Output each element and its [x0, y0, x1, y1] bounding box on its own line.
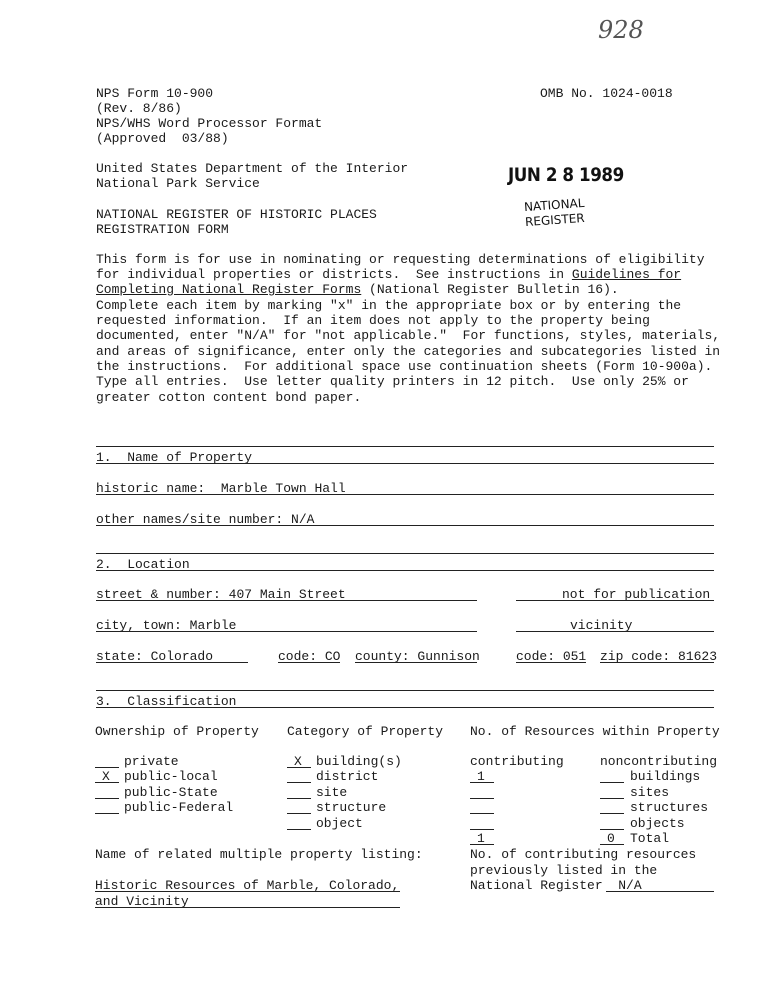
- street-value: 407 Main Street: [228, 587, 346, 602]
- instructions-line: greater cotton content bond paper.: [96, 390, 362, 405]
- form-number: NPS Form 10-900: [96, 86, 214, 101]
- form-title: NATIONAL REGISTER OF HISTORIC PLACES: [96, 207, 377, 222]
- section1-heading: 1. Name of Property: [96, 450, 253, 465]
- agency-service: National Park Service: [96, 176, 260, 191]
- ownership-option-label: public-local: [124, 769, 218, 784]
- form-subtitle: REGISTRATION FORM: [96, 222, 229, 237]
- instructions-line: Complete each item by marking "x" in the appropriate box or by entering the: [96, 298, 682, 313]
- section-heading-rule: [96, 463, 714, 464]
- checkbox-blank: [95, 798, 119, 799]
- historic-name-value: Marble Town Hall: [220, 481, 346, 496]
- checkbox-blank: [287, 829, 311, 830]
- noncontributing-header: noncontributing: [600, 754, 718, 769]
- related-listing-label: Name of related multiple property listing:: [95, 847, 423, 862]
- section-heading-rule: [96, 707, 714, 708]
- national-register-label: National Register: [470, 878, 603, 893]
- field-underline: [96, 662, 248, 663]
- other-names-label: other names/site number:: [96, 512, 284, 527]
- ownership-option-label: public-Federal: [124, 800, 234, 815]
- ownership-header: Ownership of Property: [95, 724, 259, 739]
- field-underline: [606, 891, 714, 892]
- section2-heading: 2. Location: [96, 557, 190, 572]
- ownership-option-label: public-State: [124, 785, 218, 800]
- state-code-label: code:: [278, 649, 318, 664]
- zip-value: 81623: [678, 649, 718, 664]
- vicinity-label: vicinity: [570, 618, 633, 633]
- stamp-date: JUN 2 8 1989: [508, 164, 624, 186]
- instructions-line: [96, 282, 619, 297]
- count-blank: [470, 798, 494, 799]
- state-label: state:: [96, 649, 143, 664]
- field-underline: [600, 662, 714, 663]
- instructions-line: [96, 267, 681, 282]
- related-listing-line: and Vicinity: [95, 894, 189, 909]
- noncontributing-total: 0: [607, 831, 615, 846]
- related-listing-line: Historic Resources of Marble, Colorado,: [95, 878, 400, 893]
- section-heading-rule: [96, 570, 714, 571]
- instructions-line: and areas of significance, enter only the categories and subcategories listed in: [96, 344, 721, 359]
- resource-type-label: structures: [630, 800, 709, 815]
- form-revision: (Rev. 8/86): [96, 101, 182, 116]
- checkbox-blank: [95, 813, 119, 814]
- checkbox-blank: [95, 767, 119, 768]
- stamp-line-national: NATIONAL: [523, 195, 585, 215]
- instructions-line: This form is for use in nominating or requesting determinations of eligibility: [96, 252, 705, 267]
- state-value: Colorado: [150, 649, 214, 664]
- ownership-option-label: private: [124, 754, 179, 769]
- section-divider: [96, 553, 714, 554]
- county-value: Gunnison: [417, 649, 480, 664]
- instructions-line: the instructions. For additional space use continuation sheets (Form 10-900a).: [96, 359, 713, 374]
- agency-department: United States Department of the Interior: [96, 161, 409, 176]
- contributing-header: contributing: [470, 754, 564, 769]
- field-underline: [95, 891, 400, 892]
- field-underline: [95, 907, 400, 908]
- count-blank: [470, 829, 494, 830]
- county-label: county:: [355, 649, 410, 664]
- resource-type-label: sites: [630, 785, 670, 800]
- category-option-label: district: [316, 769, 379, 784]
- resource-total-label: Total: [630, 831, 670, 846]
- category-option-label: building(s): [316, 754, 402, 769]
- not-for-publication-label: not for publication: [562, 587, 711, 602]
- category-mark: X: [294, 754, 302, 769]
- county-code-value: 051: [562, 649, 587, 664]
- zip-label: zip code:: [600, 649, 671, 664]
- resource-type-label: objects: [630, 816, 685, 831]
- section-divider: [96, 690, 714, 691]
- instructions-text: (National Register Bulletin 16).: [361, 282, 619, 297]
- resources-header: No. of Resources within Property: [470, 724, 720, 739]
- field-underline: [355, 662, 477, 663]
- omb-number: OMB No. 1024-0018: [540, 86, 673, 101]
- stamp-line-register: REGISTER: [524, 210, 586, 230]
- count-blank: [600, 798, 624, 799]
- county-code-label: code:: [516, 649, 556, 664]
- category-header: Category of Property: [287, 724, 444, 739]
- previously-listed-label: previously listed in the: [470, 863, 658, 878]
- field-underline: [96, 494, 714, 495]
- count-blank: [600, 782, 624, 783]
- field-underline: [96, 631, 477, 632]
- checkbox-blank: [287, 782, 311, 783]
- other-names-value: N/A: [291, 512, 315, 527]
- field-underline: [516, 631, 714, 632]
- resource-type-label: buildings: [630, 769, 701, 784]
- checkbox-blank: [287, 798, 311, 799]
- contributing-total: 1: [477, 831, 485, 846]
- instructions-line: requested information. If an item does not apply to the property being: [96, 313, 650, 328]
- national-register-value: N/A: [618, 878, 642, 893]
- instructions-line: Type all entries. Use letter quality printers in 12 pitch. Use only 25% or: [96, 374, 689, 389]
- field-underline: [278, 662, 340, 663]
- guidelines-reference: Guidelines for: [571, 267, 682, 282]
- field-underline: [96, 600, 477, 601]
- state-code-value: CO: [324, 649, 341, 664]
- previously-listed-label: No. of contributing resources: [470, 847, 697, 862]
- instructions-text: for individual properties or districts. See instructions in: [96, 267, 572, 282]
- section3-heading: 3. Classification: [96, 694, 237, 709]
- count-blank: [600, 813, 624, 814]
- ownership-mark: X: [102, 769, 110, 784]
- contributing-count: 1: [477, 769, 485, 784]
- street-label: street & number:: [96, 587, 221, 602]
- count-blank: [600, 829, 624, 830]
- category-option-label: object: [316, 816, 363, 831]
- category-option-label: site: [316, 785, 348, 800]
- city-value: Marble: [189, 618, 237, 633]
- historic-name-label: historic name:: [96, 481, 206, 496]
- form-format: NPS/WHS Word Processor Format: [96, 116, 323, 131]
- count-blank: [470, 813, 494, 814]
- category-option-label: structure: [316, 800, 387, 815]
- field-underline: [96, 525, 714, 526]
- instructions-line: documented, enter "N/A" for "not applicable." For functions, styles, materials,: [96, 328, 721, 343]
- form-approval: (Approved 03/88): [96, 131, 229, 146]
- section-divider: [96, 446, 714, 447]
- guidelines-reference: Completing National Register Forms: [96, 282, 362, 297]
- field-underline: [516, 600, 714, 601]
- field-underline: [516, 662, 586, 663]
- city-label: city, town:: [96, 618, 182, 633]
- handwritten-number: 928: [598, 16, 644, 44]
- checkbox-blank: [287, 813, 311, 814]
